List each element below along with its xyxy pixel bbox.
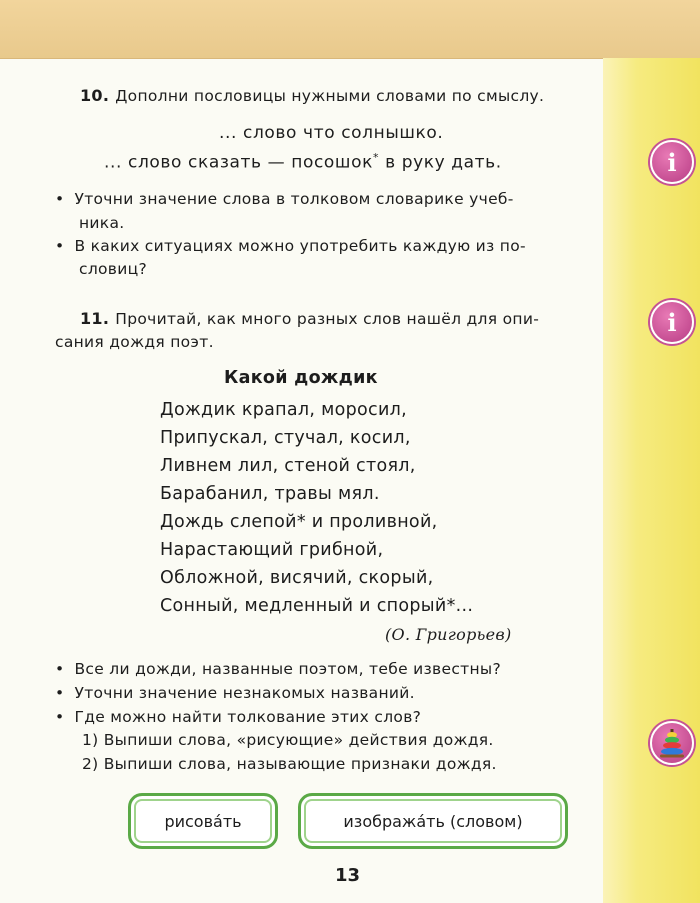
toy-pyramid-graphic [652,723,692,763]
poem-line: Ливнем лил, стеной стоял, [160,456,416,476]
question-2: • Уточни значение незнакомых названий. [55,684,415,702]
info-icon [650,300,694,344]
toy-pyramid-icon [650,721,694,765]
proverb-2-start: ... слово сказать — посошок [104,152,373,173]
footnote-mark: * [372,151,380,164]
word-box-draw-label: рисова́ть [164,811,242,831]
question-3: • Где можно найти толкование этих слов? [55,708,421,726]
proverb-1: ... слово что солнышко. [219,123,444,143]
info-icon-letter: i [667,147,677,177]
subtask-1: 1) Выпиши слова, «рисующие» действия дождя. [82,731,494,749]
poem-line: Нарастающий грибной, [160,540,384,560]
task-10-heading [80,86,544,105]
proverb-2-end: в руку дать. [379,152,502,173]
task-10-instruction: Дополни пословицы нужными словами по смыслу. [115,87,545,105]
task-10-number: 10. [80,86,110,105]
proverb-2 [104,151,502,173]
task-10-bullet-1-line-1: • Уточни значение слова в толковом словарике учеб- [55,190,514,208]
poem-line: Барабанил, травы мял. [160,484,380,504]
poem-author: (О. Григорьев) [385,625,512,644]
subtask-2: 2) Выпиши слова, называющие признаки дождя. [82,755,497,773]
task-11-heading [80,309,539,328]
poem-line: Дождь слепой* и проливной, [160,512,438,532]
word-box-depict [298,793,568,849]
poem-title: Какой дождик [224,368,378,388]
info-icon [650,140,694,184]
poem-line: Припускал, стучал, косил, [160,428,411,448]
task-10-bullet-2-line-2: словиц? [79,260,147,278]
poem-line: Обложной, висячий, скорый, [160,568,434,588]
poem-line: Дождик крапал, моросил, [160,400,407,420]
word-box-depict-label: изобража́ть (словом) [343,811,523,831]
poem-line: Сонный, медленный и спорый*... [160,596,474,616]
task-11-number: 11. [80,309,110,328]
task-11-instruction-line-1: Прочитай, как много разных слов нашёл для опи- [115,310,540,328]
task-10-bullet-1-line-2: ника. [79,214,125,232]
page-number: 13 [335,865,361,886]
info-icon-letter: i [667,307,677,337]
task-11-instruction-line-2: сания дождя поэт. [55,333,214,351]
task-10-bullet-2-line-1: • В каких ситуациях можно употребить каждую из по- [55,237,526,255]
question-1: • Все ли дожди, названные поэтом, тебе известны? [55,660,501,678]
word-box-draw [128,793,278,849]
